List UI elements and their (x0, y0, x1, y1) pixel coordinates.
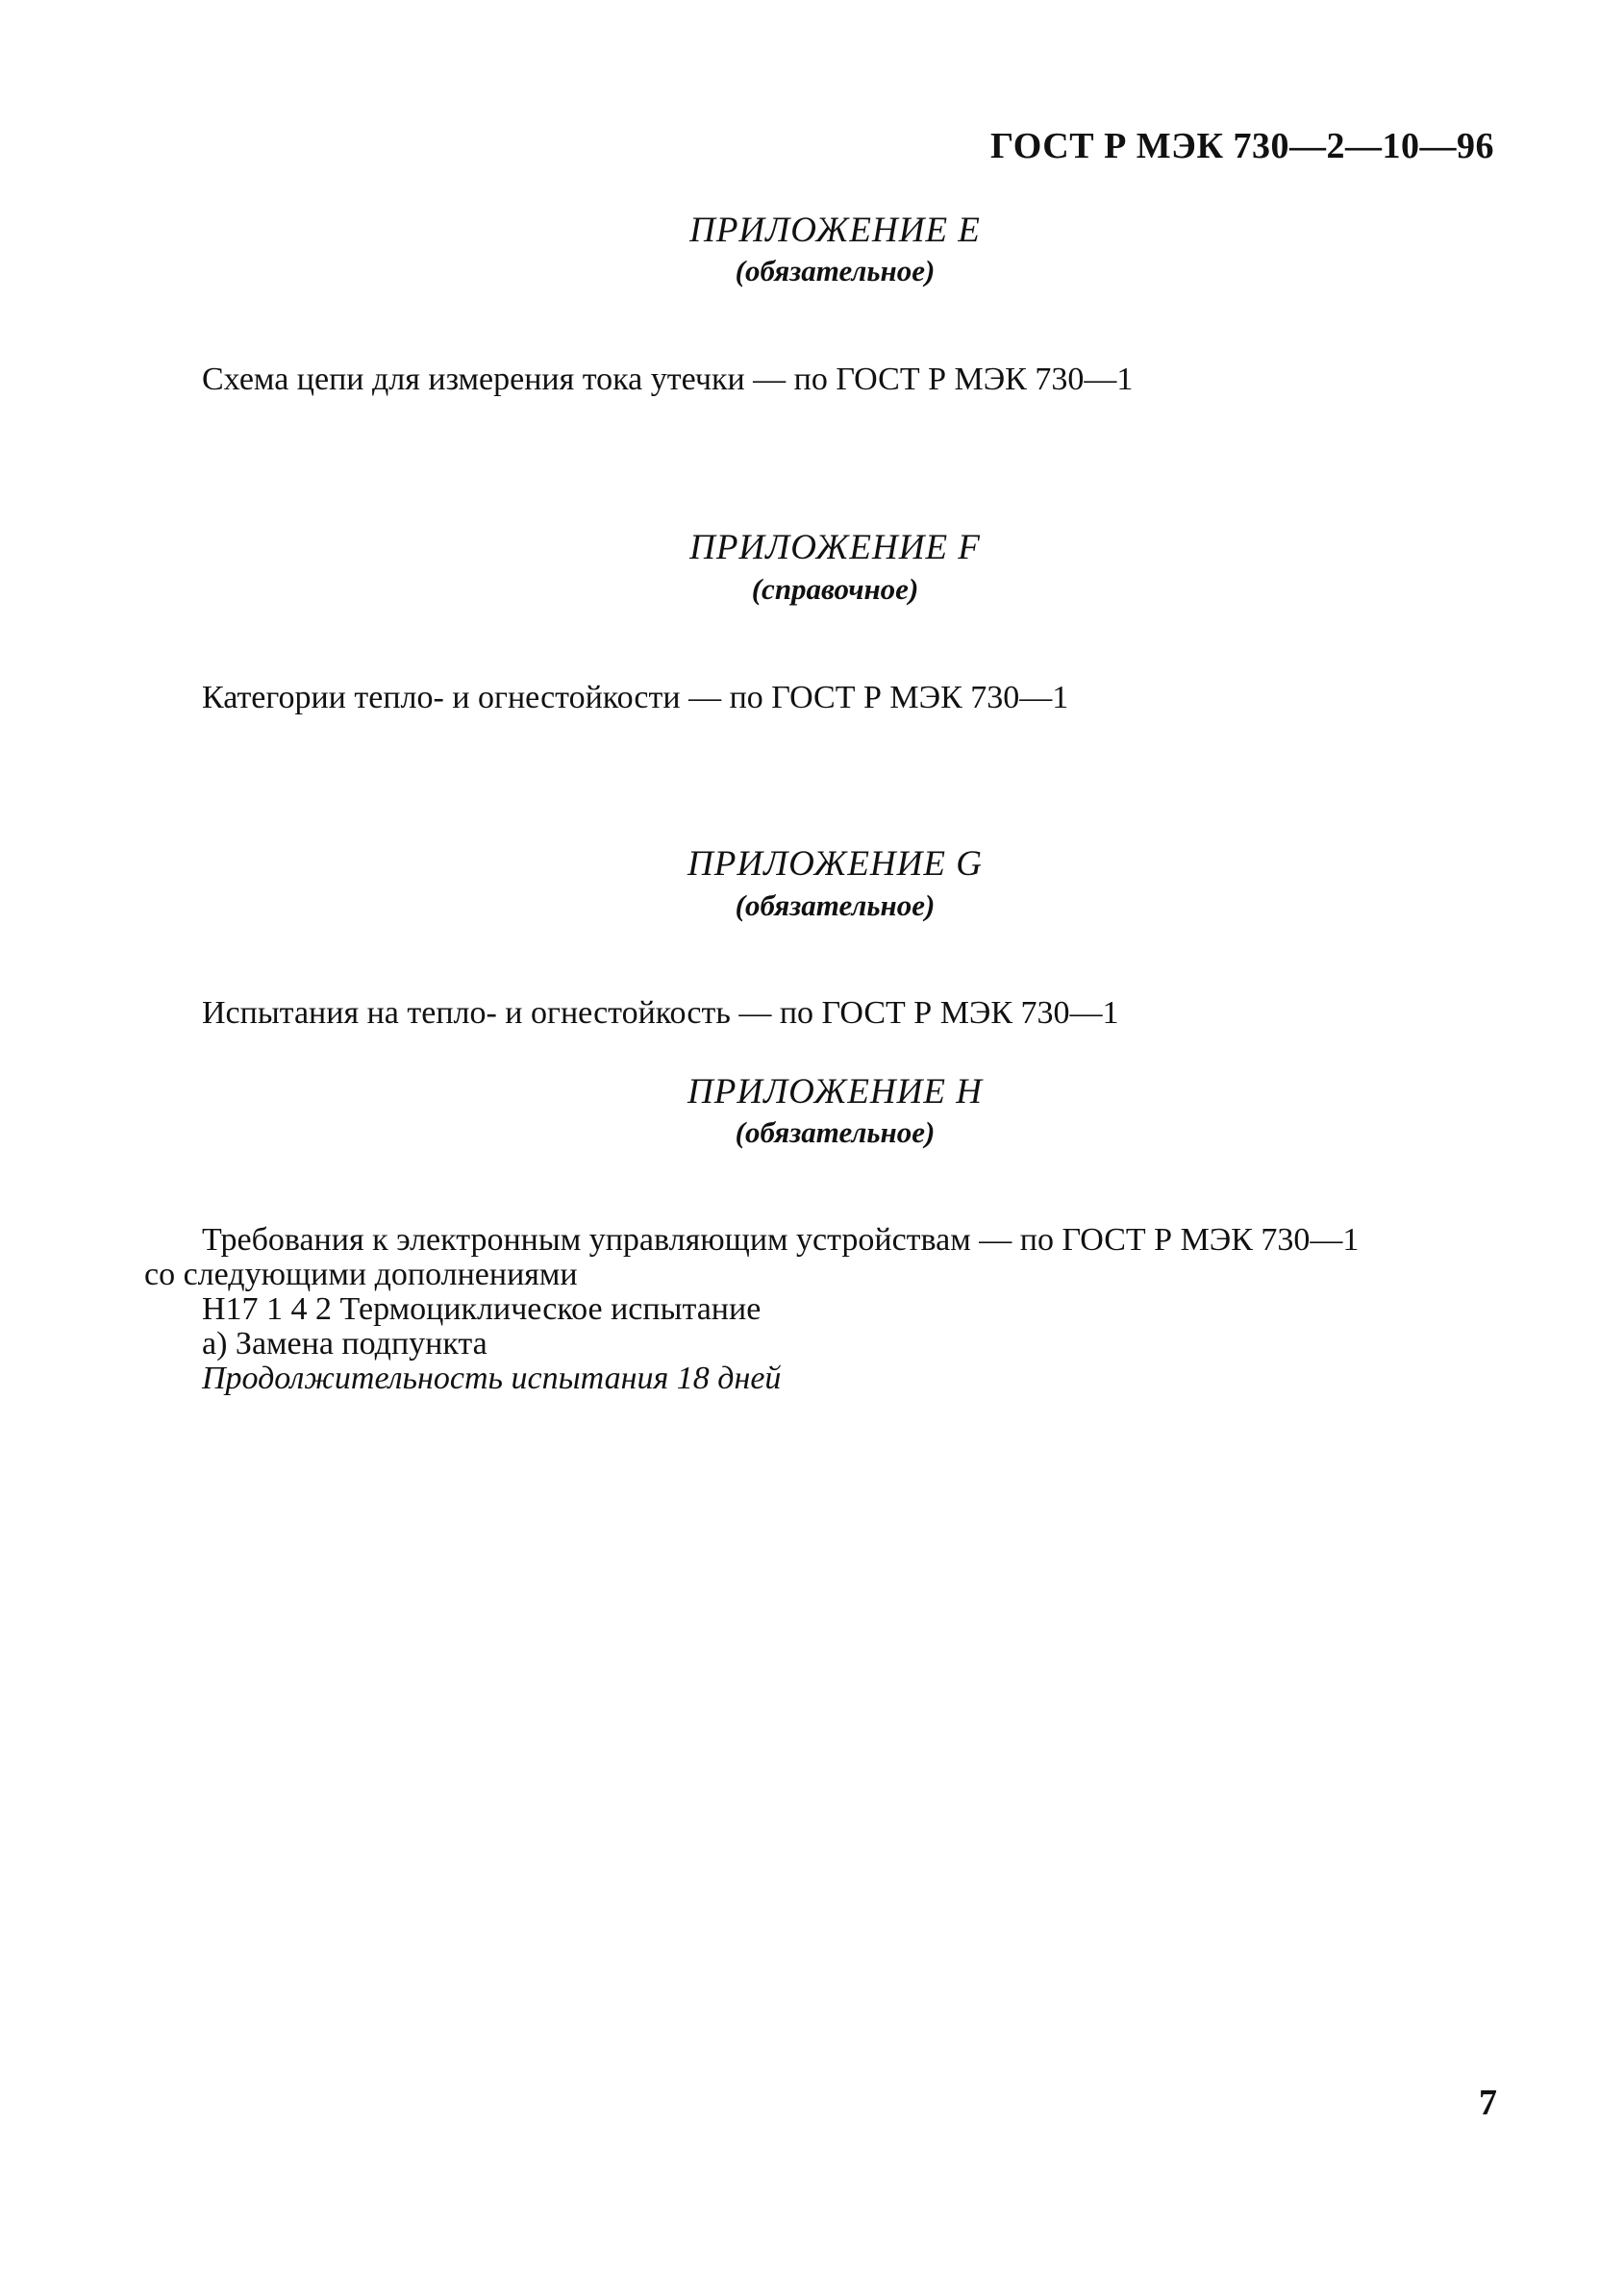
annex-h-text-line2: со следующими дополнениями (144, 1257, 578, 1292)
annex-h-clause: Н17 1 4 2 Термоциклическое испытание (202, 1291, 762, 1327)
annex-h-replacement: Продолжительность испытания 18 дней (202, 1361, 782, 1396)
annex-f-status: (справочное) (751, 572, 919, 606)
annex-h-status: (обязательное) (735, 1115, 936, 1149)
annex-e-status: (обязательное) (735, 254, 936, 287)
annex-f-title: ПРИЛОЖЕНИЕ F (689, 528, 981, 567)
annex-e-title: ПРИЛОЖЕНИЕ Е (689, 211, 981, 250)
annex-h-title: ПРИЛОЖЕНИЕ Н (687, 1072, 983, 1112)
annex-e-text: Схема цепи для измерения тока утечки — по ГОСТ Р МЭК 730—1 (202, 362, 1134, 397)
annex-h-text-line1: Требования к электронным управляющим устройствам — по ГОСТ Р МЭК 730—1 (202, 1222, 1360, 1258)
page-number: 7 (1479, 2083, 1497, 2123)
document-code: ГОСТ Р МЭК 730—2—10—96 (990, 126, 1494, 166)
annex-h-subclause: а) Замена подпункта (202, 1326, 487, 1362)
annex-g-text: Испытания на тепло- и огнестойкость — по ГОСТ Р МЭК 730—1 (202, 995, 1119, 1031)
annex-g-status: (обязательное) (735, 888, 936, 922)
annex-f-text: Категории тепло- и огнестойкости — по ГОСТ Р МЭК 730—1 (202, 680, 1069, 715)
annex-g-title: ПРИЛОЖЕНИЕ G (687, 844, 983, 884)
